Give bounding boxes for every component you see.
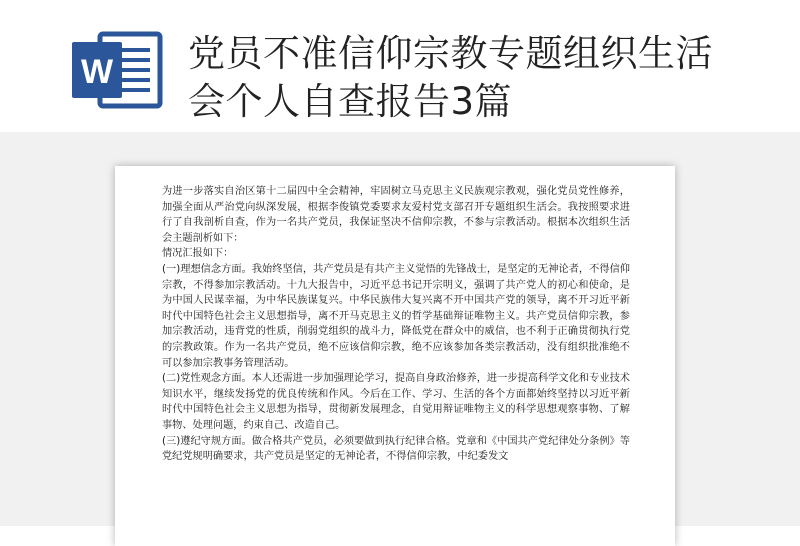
document-body xyxy=(162,184,630,465)
word-doc-icon xyxy=(70,30,166,110)
paragraph-ideals: (一)理想信念方面。我始终坚信，共产党员是有共产主义觉悟的先锋战士，是坚定的无神论者，不得信仰宗教，不得参加宗教活动。十九大报告中，习近平总书记开宗明义，强调了共产党人的初心和使命，是为中国人民谋幸福，为中华民族谋复兴。中华民族伟大复兴离不开中国共产党的领导，离不开习近平新时代中国特色社会主义思想指导，离不开马克思主义的哲学基础辩证唯物主义。共产党员信仰宗教，参加宗教活动，违背党的性质，削弱党组织的战斗力，降低党在群众中的威信，也不利于正确贯彻执行党的宗教政策。作为一名共产党员，绝不应该信仰宗教，绝不应该参加各类宗教活动，没有组织批准绝不可以参加宗教事务管理活动。 xyxy=(162,263,630,369)
paragraph-intro: 为进一步落实自治区第十二届四中全会精神，牢固树立马克思主义民族观宗教观，强化党员党性修养，加强全面从严治党向纵深发展，根据李俊镇党委要求友爱村党支部召开专题组织生活会。我按照要求进行了自我剖析自查，作为一名共产党员，我保证坚决不信仰宗教，不参与宗教活动。根据本次组织生活会主题剖析如下： xyxy=(162,186,630,244)
page-title xyxy=(188,30,788,126)
paragraph-discipline: (三)遵纪守规方面。做合格共产党员，必须要做到执行纪律合格。党章和《中国共产党纪律处分条例》等党纪党规明确要求，共产党员是坚定的无神论者，不得信仰宗教，中纪委发文 xyxy=(162,435,630,463)
title-line-1: 党员不准信仰宗教专题组织生活 xyxy=(188,32,713,75)
title-line-2: 会个人自查报告3篇 xyxy=(188,80,513,123)
word-letter: W xyxy=(80,53,114,91)
header xyxy=(0,0,800,132)
paragraph-party-spirit: (二)党性观念方面。本人还需进一步加强理论学习，提高自身政治修养，进一步提高科学文化和专业技术知识水平，继续发扬党的优良传统和作风。今后在工作、学习、生活的各个方面都始终坚持以习近平新时代中国特色社会主义思想为指导，贯彻新发展理念，自觉用辩证唯物主义的科学思想观察事物、了解事物、处理问题，约束自己、改造自己。 xyxy=(162,373,630,431)
document-page xyxy=(115,166,675,546)
paragraph-summary: 情况汇报如下： xyxy=(162,248,234,260)
